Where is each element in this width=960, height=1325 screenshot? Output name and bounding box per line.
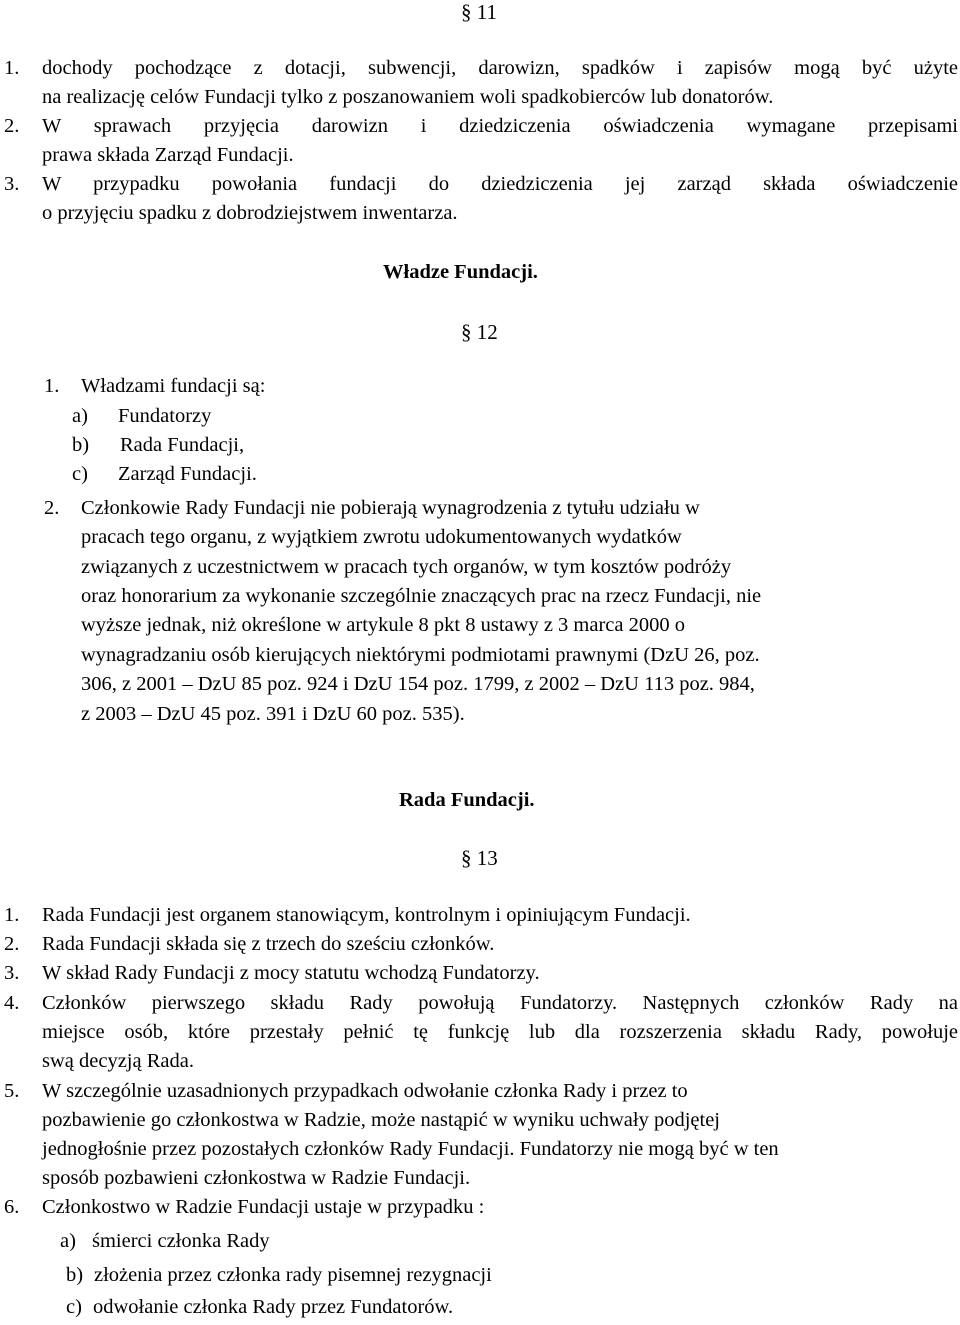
sub-item: złożenia przez członka rady pisemnej rezygnacji bbox=[94, 1264, 492, 1286]
list-item-line: o przyjęciu spadku z dobrodziejstwem inwentarza. bbox=[42, 202, 458, 224]
list-item-line: W szczególnie uzasadnionych przypadkach odwołanie członka Rady i przez to bbox=[42, 1080, 688, 1102]
sub-item: odwołanie członka Rady przez Fundatorów. bbox=[93, 1296, 454, 1318]
list-item-line: Władzami fundacji są: bbox=[81, 375, 266, 397]
sub-item: Zarząd Fundacji. bbox=[118, 463, 257, 485]
list-item-line: na realizację celów Fundacji tylko z poszanowaniem woli spadkobierców lub donatorów. bbox=[42, 86, 774, 108]
list-number: 6. bbox=[4, 1196, 20, 1218]
list-item-line: Członkostwo w Radzie Fundacji ustaje w przypadku : bbox=[42, 1196, 485, 1218]
sub-item: Rada Fundacji, bbox=[120, 434, 245, 456]
sub-letter: a) bbox=[60, 1230, 76, 1252]
list-item-line: prawa składa Zarząd Fundacji. bbox=[42, 144, 294, 166]
section-mark-11: § 11 bbox=[461, 0, 497, 24]
list-item-line: swą decyzją Rada. bbox=[42, 1050, 194, 1072]
list-number: 1. bbox=[4, 57, 20, 79]
list-item-line: 306, z 2001 – DzU 85 poz. 924 i DzU 154 poz. 1799, z 2002 – DzU 113 poz. 984, bbox=[81, 673, 755, 695]
list-item-line: oraz honorarium za wykonanie szczególnie znaczących prac na rzecz Fundacji, nie bbox=[81, 585, 762, 607]
list-item-line: W przypadku powołania fundacji do dziedziczenia jej zarząd składa oświadczenie bbox=[42, 173, 958, 195]
list-number: 1. bbox=[44, 375, 60, 397]
list-item-line: wyższe jednak, niż określone w artykule 8 pkt 8 ustawy z 3 marca 2000 o bbox=[81, 614, 685, 636]
list-item-line: miejsce osób, które przestały pełnić tę funkcję lub dla rozszerzenia składu Rady, powołuje bbox=[42, 1021, 958, 1043]
list-number: 2. bbox=[4, 933, 20, 955]
heading-authorities: Władze Fundacji. bbox=[383, 261, 538, 283]
heading-council: Rada Fundacji. bbox=[399, 789, 535, 811]
sub-letter: b) bbox=[72, 434, 90, 456]
list-item-line: sposób pozbawieni członkostwa w Radzie Fundacji. bbox=[42, 1167, 471, 1189]
sub-item: Fundatorzy bbox=[118, 405, 212, 427]
list-item-line: Rada Fundacji składa się z trzech do sześciu członków. bbox=[42, 933, 495, 955]
list-item-line: z 2003 – DzU 45 poz. 391 i DzU 60 poz. 535). bbox=[81, 703, 465, 725]
list-item-line: jednogłośnie przez pozostałych członków Rady Fundacji. Fundatorzy nie mogą być w ten bbox=[42, 1138, 779, 1160]
list-number: 2. bbox=[4, 115, 20, 137]
list-item-line: Rada Fundacji jest organem stanowiącym, kontrolnym i opiniującym Fundacji. bbox=[42, 904, 691, 926]
sub-letter: b) bbox=[66, 1264, 84, 1286]
list-item-line: Członków pierwszego składu Rady powołują Fundatorzy. Następnych członków Rady na bbox=[42, 992, 958, 1014]
list-number: 2. bbox=[44, 497, 60, 519]
list-number: 3. bbox=[4, 962, 20, 984]
list-item-line: pozbawienie go członkostwa w Radzie, może nastąpić w wyniku uchwały podjętej bbox=[42, 1109, 721, 1131]
list-number: 1. bbox=[4, 904, 20, 926]
list-number: 5. bbox=[4, 1080, 20, 1102]
list-item-line: Członkowie Rady Fundacji nie pobierają wynagrodzenia z tytułu udziału w bbox=[81, 497, 700, 519]
list-item-line: W skład Rady Fundacji z mocy statutu wchodzą Fundatorzy. bbox=[42, 962, 540, 984]
list-number: 3. bbox=[4, 173, 20, 195]
list-item-line: związanych z uczestnictwem w pracach tych organów, w tym kosztów podróży bbox=[81, 556, 732, 578]
sub-item: śmierci członka Rady bbox=[92, 1230, 270, 1252]
list-item-line: dochody pochodzące z dotacji, subwencji, darowizn, spadków i zapisów mogą być użyte bbox=[42, 57, 958, 79]
list-item-line: wynagradzaniu osób kierujących niektórymi podmiotami prawnymi (DzU 26, poz. bbox=[81, 644, 760, 666]
section-mark-12: § 12 bbox=[461, 320, 498, 344]
sub-letter: c) bbox=[66, 1296, 82, 1318]
sub-letter: a) bbox=[72, 405, 88, 427]
list-item-line: pracach tego organu, z wyjątkiem zwrotu udokumentowanych wydatków bbox=[81, 526, 682, 548]
sub-letter: c) bbox=[72, 463, 88, 485]
section-mark-13: § 13 bbox=[461, 846, 498, 870]
list-number: 4. bbox=[4, 992, 20, 1014]
list-item-line: W sprawach przyjęcia darowizn i dziedziczenia oświadczenia wymagane przepisami bbox=[42, 115, 958, 137]
